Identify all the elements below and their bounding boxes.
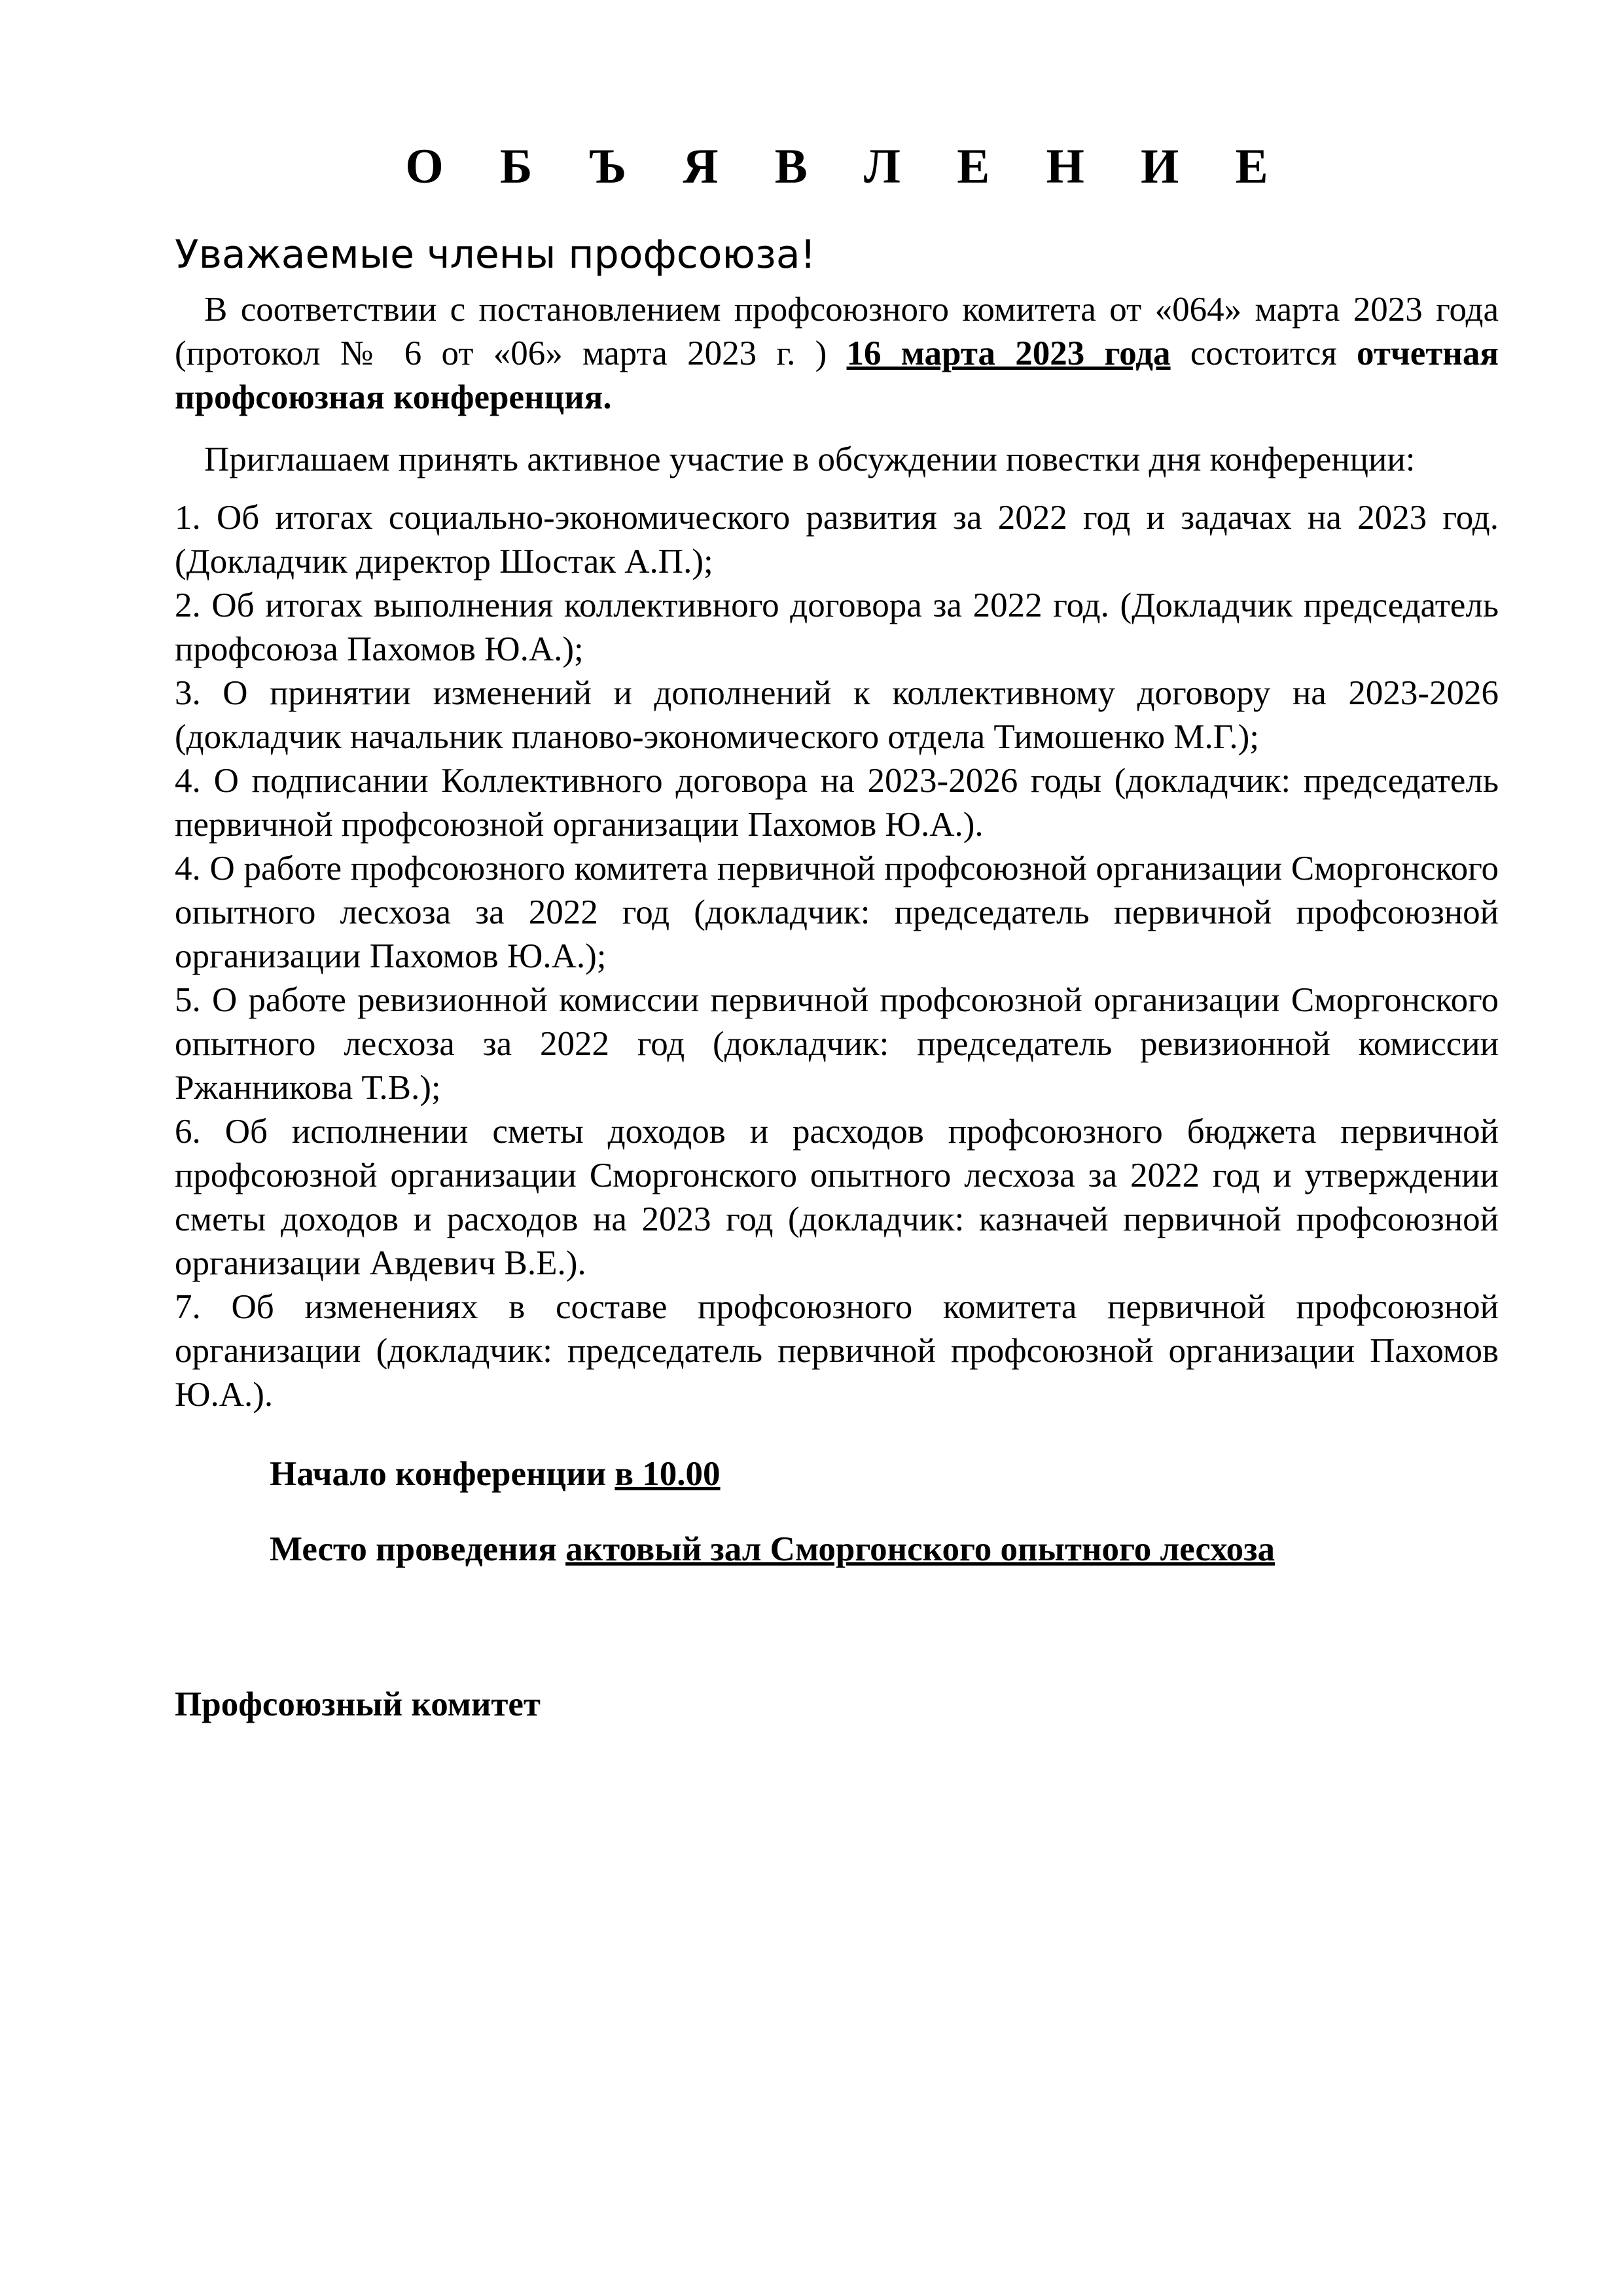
signature: Профсоюзный комитет bbox=[175, 1685, 541, 1723]
conference-date: 16 марта 2023 года bbox=[846, 334, 1171, 372]
agenda-item: 5. О работе ревизионной комиссии первичной профсоюзной организации Сморгонского опытного лесхоза за 2022 год (докладчик: председатель ревизионной комиссии Ржанникова Т.В.); bbox=[175, 981, 1499, 1107]
conference-event: отчетная профсоюзная конференция. bbox=[175, 334, 1499, 416]
agenda-item: 3. О принятии изменений и дополнений к коллективному договору на 2023-2026 (докладчик начальник планово-экономического отдела Тимошенко М.Г.); bbox=[175, 674, 1499, 756]
agenda-item: 7. Об изменениях в составе профсоюзного комитета первичной профсоюзной организации (докладчик: председатель первичной профсоюзной организации Пахомов Ю.А.). bbox=[175, 1288, 1499, 1414]
intro-text-part2: состоится bbox=[1170, 334, 1357, 372]
venue-label: Место проведения bbox=[270, 1530, 566, 1568]
agenda-item: 6. Об исполнении сметы доходов и расходов профсоюзного бюджета первичной профсоюзной организации Сморгонского опытного лесхоза за 2022 год и утверждении сметы доходов и расходов на 2023 год (докладчик: казначей первичной профсоюзной организации Авдевич В.Е.). bbox=[175, 1113, 1499, 1282]
invitation-paragraph: Приглашаем принять активное участие в обсуждении повестки дня конференции: bbox=[204, 440, 1416, 478]
start-time-label: Начало конференции bbox=[270, 1455, 615, 1493]
start-time-value: в 10.00 bbox=[615, 1455, 721, 1493]
announcement-page bbox=[175, 131, 1499, 1727]
venue-value: актовый зал Сморгонского опытного лесхоза bbox=[565, 1530, 1275, 1568]
intro-text-part1: В соответствии с постановлением профсоюзного комитета от «064» марта 2023 года (протокол № 6 от «06» марта 2023 г. ) bbox=[175, 291, 1499, 372]
agenda-item: 2. Об итогах выполнения коллективного договора за 2022 год. (Докладчик председатель профсоюза Пахомов Ю.А.); bbox=[175, 586, 1499, 668]
agenda-item: 4. О работе профсоюзного комитета первичной профсоюзной организации Сморгонского опытного лесхоза за 2022 год (докладчик: председатель первичной профсоюзной организации Пахомов Ю.А.); bbox=[175, 850, 1499, 975]
start-time-line bbox=[270, 1452, 1499, 1496]
venue-line bbox=[270, 1528, 1499, 1571]
intro-paragraph bbox=[175, 288, 1499, 420]
agenda-item: 4. О подписании Коллективного договора на 2023-2026 годы (докладчик: председатель первичной профсоюзной организации Пахомов Ю.А.). bbox=[175, 762, 1499, 844]
document-title: О Б Ъ Я В Л Е Н И Е bbox=[405, 139, 1291, 194]
agenda-item: 1. Об итогах социально-экономического развития за 2022 год и задачах на 2023 год. (Докладчик директор Шостак А.П.); bbox=[175, 499, 1499, 581]
greeting: Уважаемые члены профсоюза! bbox=[175, 232, 816, 278]
agenda-list bbox=[175, 496, 1499, 1417]
